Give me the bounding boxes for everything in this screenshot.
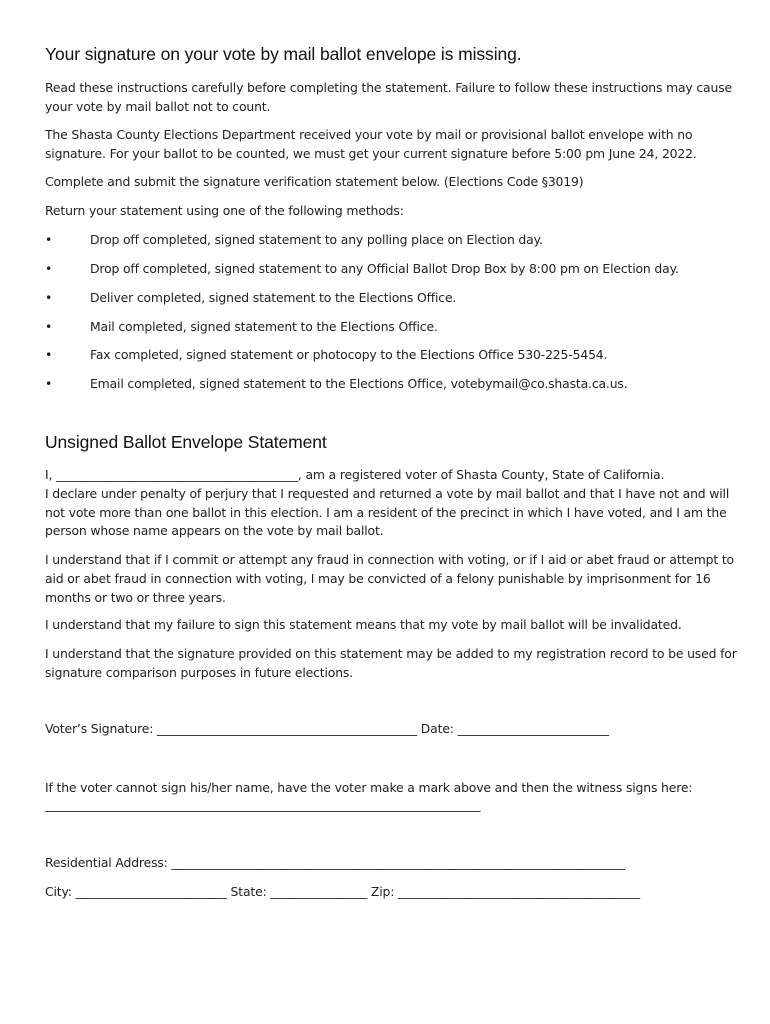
declaration-paragraph bbox=[45, 466, 735, 541]
fraud-line: months or two or three years. bbox=[45, 589, 226, 605]
instructions-paragraph bbox=[45, 79, 735, 117]
return-method-text: Drop off completed, signed statement to any polling place on Election day. bbox=[90, 232, 543, 247]
instructions-line: your vote by mail ballot not to count. bbox=[45, 98, 271, 114]
received-line: signature. For your ballot to be counted, we must get your current signature before 5:00 pm June 24, 2022. bbox=[45, 145, 697, 161]
return-method-text: Deliver completed, signed statement to the Elections Office. bbox=[90, 290, 457, 305]
return-methods-intro: Return your statement using one of the following methods: bbox=[45, 203, 404, 218]
voter-signature-date-field[interactable]: Voter’s Signature: ___________________________________________ Date: _________________________ bbox=[45, 721, 609, 736]
witness-instructions: If the voter cannot sign his/her name, have the voter make a mark above and then the witness signs here: bbox=[45, 780, 693, 795]
bullet-glyph: • bbox=[45, 232, 53, 247]
witness-signature-line[interactable]: ________________________________________________________________________ bbox=[45, 797, 481, 812]
city-state-zip-field[interactable]: City: _________________________ State: ________________ Zip: ________________________________________ bbox=[45, 884, 640, 899]
complete-submit-text: Complete and submit the signature verification statement below. (Elections Code §3019) bbox=[45, 174, 584, 189]
return-method-text: Fax completed, signed statement or photocopy to the Elections Office 530-225-5454. bbox=[90, 347, 608, 362]
signature-record-paragraph bbox=[45, 645, 735, 683]
fraud-line: aid or abet fraud in connection with voting, I may be convicted of a felony punishable by imprisonment for 16 bbox=[45, 570, 711, 586]
signature-record-line: I understand that the signature provided on this statement may be added to my registration record to be used for bbox=[45, 646, 737, 661]
fraud-line: I understand that if I commit or attempt any fraud in connection with voting, or if I aid or abet fraud or attempt to bbox=[45, 552, 734, 567]
bullet-glyph: • bbox=[45, 290, 53, 305]
declaration-line: I, ________________________________________, am a registered voter of Shasta County, State of California. bbox=[45, 467, 665, 482]
bullet-glyph: • bbox=[45, 261, 53, 276]
return-method-text: Email completed, signed statement to the Elections Office, votebymail@co.shasta.ca.us. bbox=[90, 376, 628, 391]
received-envelope-paragraph bbox=[45, 126, 735, 164]
return-method-text: Mail completed, signed statement to the Elections Office. bbox=[90, 319, 438, 334]
bullet-glyph: • bbox=[45, 319, 53, 334]
declaration-line: person whose name appears on the vote by mail ballot. bbox=[45, 523, 384, 539]
failure-to-sign-text: I understand that my failure to sign this statement means that my vote by mail ballot will be invalidated. bbox=[45, 617, 682, 632]
return-method-text: Drop off completed, signed statement to any Official Ballot Drop Box by 8:00 pm on Election day. bbox=[90, 261, 679, 276]
statement-heading: Unsigned Ballot Envelope Statement bbox=[45, 432, 327, 452]
instructions-line: Read these instructions carefully before completing the statement. Failure to follow these instructions may cause bbox=[45, 80, 732, 95]
bullet-glyph: • bbox=[45, 347, 53, 362]
residential-address-field[interactable]: Residential Address: ___________________________________________________________________________ bbox=[45, 855, 625, 870]
declaration-line: not vote more than one ballot in this election. I am a resident of the precinct in which I have voted, and I am the bbox=[45, 504, 727, 520]
received-line: The Shasta County Elections Department received your vote by mail or provisional ballot envelope with no bbox=[45, 127, 693, 142]
signature-record-line: signature comparison purposes in future elections. bbox=[45, 664, 353, 680]
fraud-paragraph bbox=[45, 551, 735, 607]
bullet-glyph: • bbox=[45, 376, 53, 391]
declaration-line: I declare under penalty of perjury that I requested and returned a vote by mail ballot and that I have not and will bbox=[45, 485, 730, 501]
missing-signature-heading: Your signature on your vote by mail ballot envelope is missing. bbox=[45, 44, 522, 64]
